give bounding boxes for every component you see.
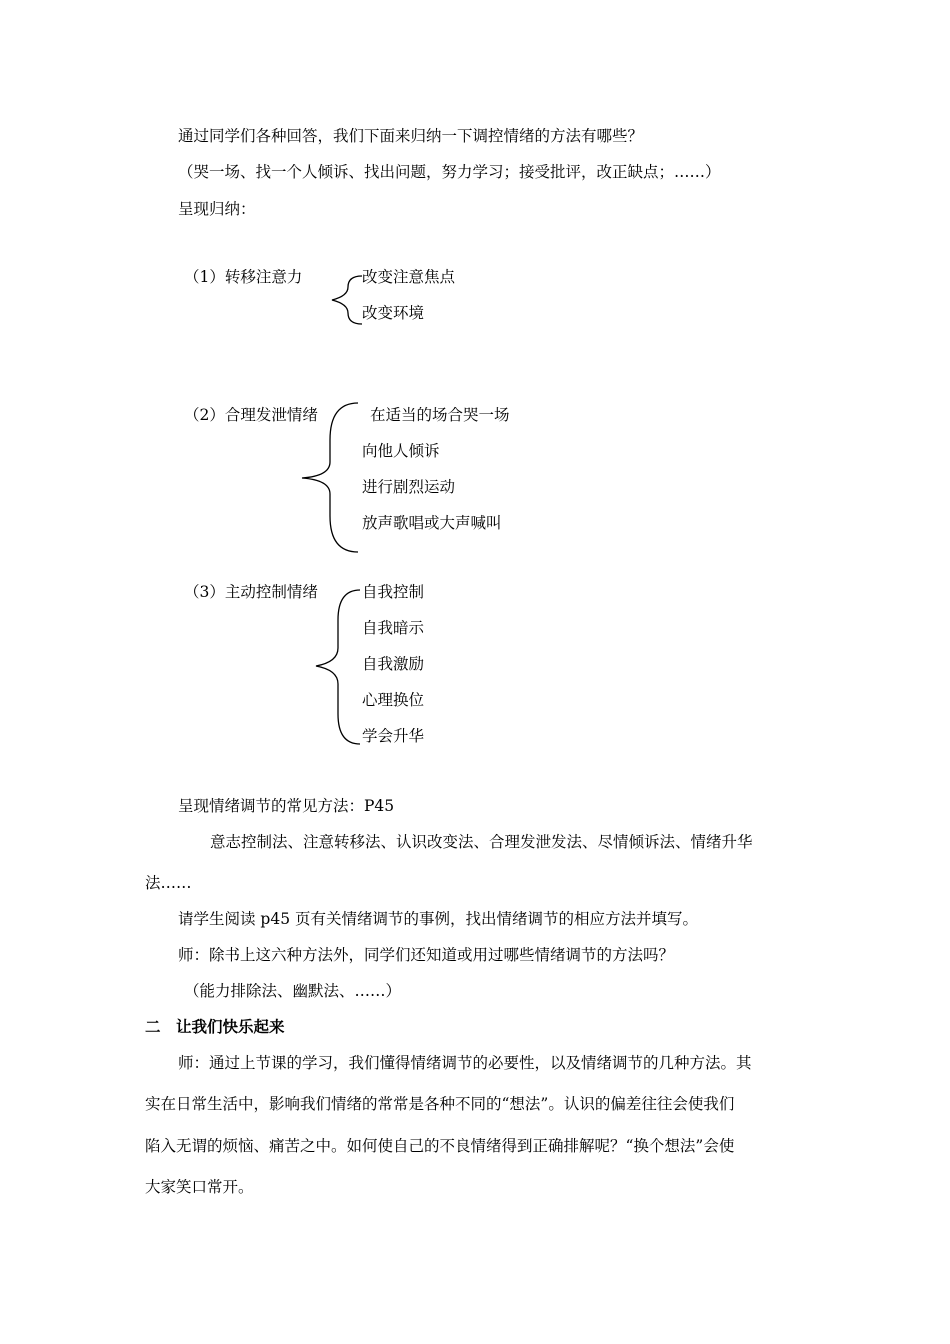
section-2-paragraph-line-4: 大家笑口常开。: [145, 1178, 254, 1196]
methods-list-line-1: 意志控制法、注意转移法、认识改变法、合理发泄发法、尽情倾诉法、情绪升华: [210, 833, 753, 851]
group-3-item-1: 自我控制: [362, 583, 425, 601]
group-2-item-2: 向他人倾诉: [362, 442, 440, 460]
group-2-item-3: 进行剧烈运动: [362, 478, 456, 496]
group-1-label: （1）转移注意力: [184, 268, 303, 286]
intro-answers: （哭一场、找一个人倾诉、找出问题，努力学习；接受批评，改正缺点；……）: [178, 163, 721, 181]
section-2-paragraph-line-1: 师：通过上节课的学习，我们懂得情绪调节的必要性，以及情绪调节的几种方法。其: [178, 1054, 752, 1072]
methods-heading: 呈现情绪调节的常见方法：P45: [178, 797, 395, 815]
group-3-item-2: 自我暗示: [362, 619, 425, 637]
group-3-item-3: 自我激励: [362, 655, 425, 673]
group-3-item-4: 心理换位: [362, 691, 425, 709]
teacher-answers: （能力排除法、幽默法、……）: [184, 982, 402, 1000]
intro-question: 通过同学们各种回答，我们下面来归纳一下调控情绪的方法有哪些？: [178, 127, 644, 145]
group-2-brace: [298, 400, 362, 556]
group-2-item-1: 在适当的场合哭一场: [370, 406, 510, 424]
group-1-item-2: 改变环境: [362, 304, 425, 322]
intro-present: 呈现归纳：: [178, 200, 256, 218]
section-2-title: 二 让我们快乐起来: [145, 1018, 285, 1036]
teacher-question: 师：除书上这六种方法外，同学们还知道或用过哪些情绪调节的方法吗？: [178, 946, 675, 964]
methods-list-line-2: 法……: [145, 874, 192, 892]
section-2-paragraph-line-2: 实在日常生活中，影响我们情绪的常常是各种不同的“想法”。认识的偏差往往会使我们: [145, 1095, 735, 1113]
group-3-item-5: 学会升华: [362, 727, 425, 745]
group-3-brace: [312, 586, 364, 748]
group-2-label: （2）合理发泄情绪: [184, 406, 318, 424]
methods-read-instruction: 请学生阅读 p45 页有关情绪调节的事例，找出情绪调节的相应方法并填写。: [178, 910, 699, 928]
group-3-label: （3）主动控制情绪: [184, 583, 318, 601]
group-1-item-1: 改变注意焦点: [362, 268, 456, 286]
section-2-paragraph-line-3: 陷入无谓的烦恼、痛苦之中。如何使自己的不良情绪得到正确排解呢？“换个想法”会使: [145, 1137, 735, 1155]
group-2-item-4: 放声歌唱或大声喊叫: [362, 514, 502, 532]
